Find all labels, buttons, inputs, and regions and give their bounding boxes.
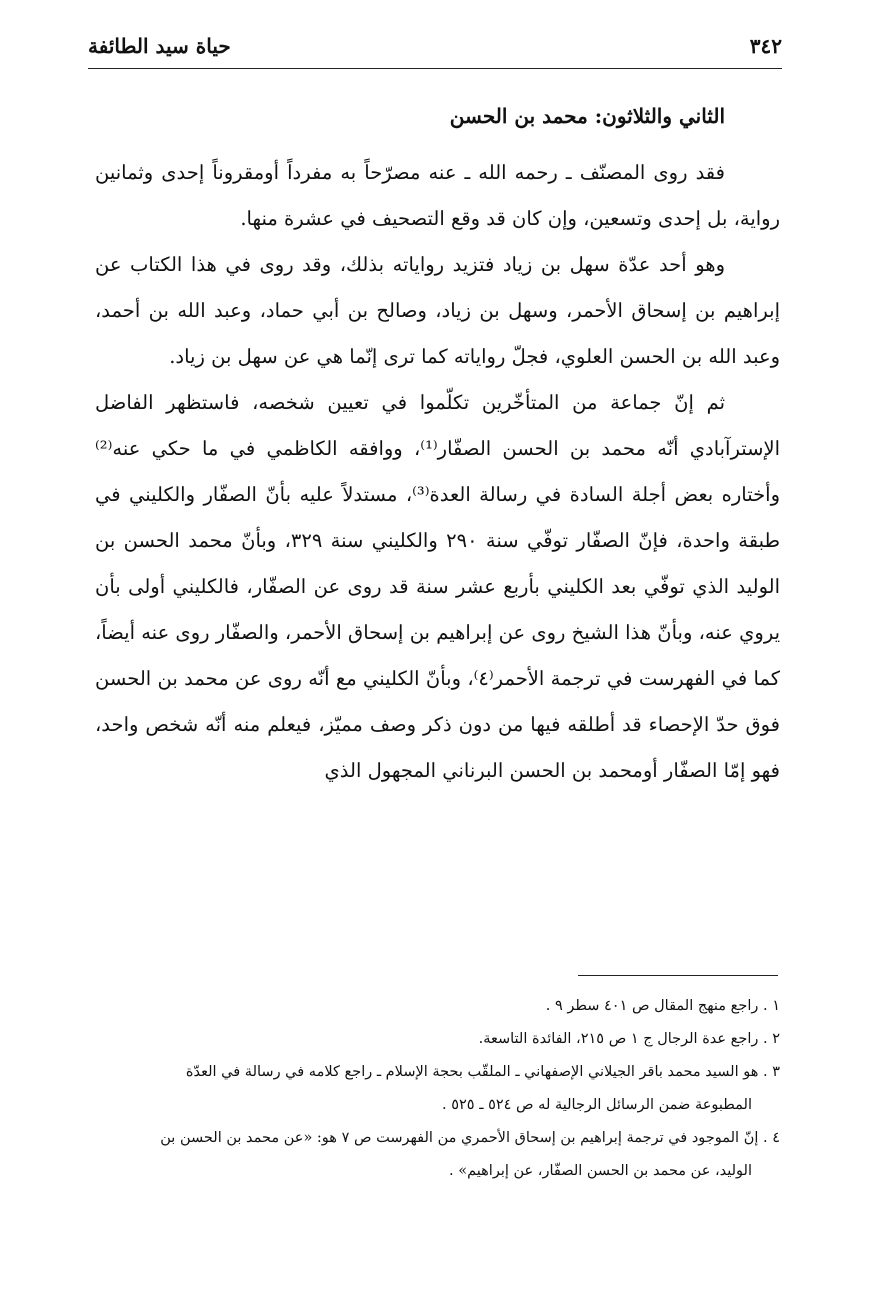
body-text xyxy=(95,150,780,794)
footnote-1: ١ . راجع منهج المقال ص ٤٠١ سطر ٩ . xyxy=(545,998,780,1014)
running-title: حياة سيد الطائفة xyxy=(88,34,231,58)
header-divider xyxy=(88,68,782,69)
paragraph: فقد روى المصنّف ـ رحمه الله ـ عنه مصرّحاً به مفرداً أومقروناً إحدى وثمانين رواية، بل إحدى وتسعين، وإن كان قد وقع التصحيف في عشرة منها. xyxy=(95,161,780,230)
footnote-2: ٢ . راجع عدة الرجال ج ١ ص ٢١٥، الفائدة التاسعة. xyxy=(478,1031,780,1047)
footnote-4-continuation: الوليد، عن محمد بن الحسن الصفّار، عن إبراهيم» . xyxy=(449,1163,752,1179)
footnote-3-continuation: المطبوعة ضمن الرسائل الرجالية له ص ٥٢٤ ـ ٥٢٥ . xyxy=(442,1097,752,1113)
section-heading: الثاني والثلاثون: محمد بن الحسن xyxy=(449,104,725,128)
paragraph: وهو أحد عدّة سهل بن زياد فتزيد رواياته بذلك، وقد روى في هذا الكتاب عن إبراهيم بن إسحاق الأحمر، وسهل بن زياد، وصالح بن أبي حماد، وعبد الله بن أحمد، وعبد الله بن الحسن العلوي، فجلّ رواياته كما ترى إنّما هي عن سهل بن زياد. xyxy=(95,253,780,368)
paragraph: ثم إنّ جماعة من المتأخّرين تكلّموا في تعيين شخصه، فاستظهر الفاضل الإسترآبادي أنّه محمد بن الحسن الصفّار⁽¹⁾، ووافقه الكاظمي في ما حكي عنه⁽²⁾ وأختاره بعض أجلة السادة في رسالة العدة⁽³⁾، مستدلاً عليه بأنّ الصفّار والكليني في طبقة واحدة، فإنّ الصفّار توفّي سنة ٢٩٠ والكليني سنة ٣٢٩، وبأنّ محمد الحسن بن الوليد الذي توفّي بعد الكليني بأربع عشر سنة قد روى عن الصفّار، فالكليني أولى بأن يروي عنه، وبأنّ هذا الشيخ روى عن إبراهيم بن إسحاق الأحمر، والصفّار روى عنه أيضاً، كما في الفهرست في ترجمة الأحمر⁽٤⁾، وبأنّ الكليني مع أنّه روى عن محمد بن الحسن فوق حدّ الإحصاء قد أطلقه فيها من دون ذكر وصف مميّز، فيعلم منه أنّه شخص واحد، فهو إمّا الصفّار أومحمد بن الحسن البرناني المجهول الذي xyxy=(95,391,781,782)
page-number: ٣٤٢ xyxy=(749,34,782,58)
footnote-divider xyxy=(578,975,778,976)
footnote-4: ٤ . إنّ الموجود في ترجمة إبراهيم بن إسحاق الأحمري من الفهرست ص ٧ هو: «عن محمد بن الحسن بن xyxy=(160,1130,780,1146)
footnotes xyxy=(95,990,780,1188)
page-header xyxy=(88,28,782,64)
footnote-3: ٣ . هو السيد محمد باقر الجيلاني الإصفهاني ـ الملقّب بحجة الإسلام ـ راجع كلامه في رسالة في العدّة xyxy=(185,1064,780,1080)
